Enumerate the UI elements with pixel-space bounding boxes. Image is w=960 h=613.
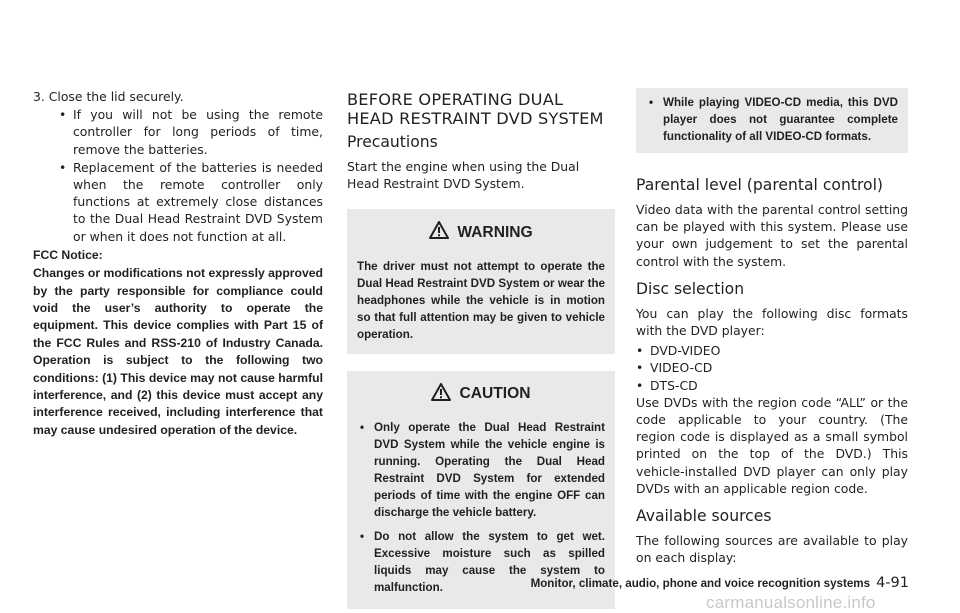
- bullet-text: If you will not be using the remote controller for long periods of time, remove the batteries.: [73, 107, 323, 157]
- bullet-glyph: •: [636, 360, 644, 376]
- warning-text: The driver must not attempt to operate the Dual Head Restraint DVD System or wear the headphones while the vehicle is in motion so that full attention may be given to vehicle operation.: [357, 259, 605, 341]
- format-item: [636, 359, 908, 376]
- sources-heading: Available sources: [636, 507, 772, 526]
- format-label: DTS-CD: [650, 377, 698, 393]
- bullet-glyph: •: [636, 377, 644, 393]
- caution-label: CAUTION: [459, 385, 531, 403]
- section-title: BEFORE OPERATING DUAL HEAD RESTRAINT DVD SYSTEM: [347, 90, 604, 128]
- warning-header: [357, 221, 605, 243]
- precautions-heading: Precautions: [347, 133, 438, 151]
- step-3: 3. Close the lid securely.: [33, 89, 184, 104]
- warning-icon: [429, 221, 449, 243]
- bullet-glyph: •: [636, 343, 644, 359]
- caution-item: [357, 419, 605, 521]
- parental-heading: Parental level (parental control): [636, 176, 883, 194]
- format-label: VIDEO-CD: [650, 360, 713, 376]
- right-column: [636, 88, 908, 566]
- format-item: [636, 342, 908, 359]
- bullet-text: Replacement of the batteries is needed when the remote controller only functions at extremely close distances to the Dual Head Restraint DVD System or when it does not function at all.: [73, 159, 323, 244]
- bullet-glyph: •: [360, 529, 365, 543]
- warning-box: [347, 209, 615, 353]
- sources-text: The following sources are available to play on each display:: [636, 533, 908, 566]
- caution-text: While playing VIDEO-CD media, this DVD player does not guarantee complete functionality of all VIDEO-CD formats.: [663, 96, 898, 143]
- bullet-glyph: •: [59, 159, 67, 175]
- caution-icon: [431, 383, 451, 405]
- bullet-glyph: •: [360, 420, 365, 434]
- page-number: 4-91: [876, 575, 909, 591]
- format-label: DVD-VIDEO: [650, 343, 721, 359]
- bullet-item: [33, 106, 323, 158]
- precautions-text: Start the engine when using the Dual Head Restraint DVD System.: [347, 159, 580, 192]
- disc-heading: Disc selection: [636, 279, 745, 298]
- footer-section-title: Monitor, climate, audio, phone and voice recognition systems: [530, 577, 871, 590]
- caution-text: Do not allow the system to get wet. Excessive moisture such as spilled liquids may cause the system to malfunction.: [374, 529, 605, 594]
- caution-item: [646, 94, 898, 145]
- warning-label: WARNING: [457, 223, 533, 241]
- bullet-item: [33, 159, 323, 245]
- disc-intro: You can play the following disc formats with the DVD player:: [636, 305, 908, 339]
- caution-text: Only operate the Dual Head Restraint DVD System while the vehicle engine is running. Operating the Dual Head Restraint DVD System for extended periods of time with the engine OFF can discharge the vehicle battery.: [374, 420, 605, 519]
- bullet-glyph: •: [59, 107, 67, 123]
- region-text: Use DVDs with the region code “ALL” or the code applicable to your country. (The region code is displayed as a small symbol printed on the top of the DVD.) This vehicle-installed DVD player can only play DVDs with an applicable region code.: [636, 394, 908, 496]
- caution-header: [357, 383, 605, 405]
- parental-text: Video data with the parental control setting can be played with this system. Please use your own judgement to set the parental control with the system.: [636, 202, 908, 269]
- format-item: [636, 377, 908, 394]
- fcc-title: FCC Notice:: [33, 247, 103, 262]
- left-column: [33, 88, 323, 439]
- page-footer: [504, 572, 909, 591]
- caution-box-continued: [636, 88, 908, 153]
- bullet-glyph: •: [649, 96, 654, 109]
- fcc-body: Changes or modifications not expressly approved by the party responsible for compliance could void the user’s authority to operate the equipment. This device complies with Part 15 of the FCC Rules and RSS-210 of Industry Canada. Operation is subject to the following two conditions: (1) This device may not cause harmful interference, and (2) this device must accept any interference received, including interference that may cause undesired operation of the device.: [33, 266, 323, 437]
- watermark: carmanualsonline.info: [706, 593, 876, 612]
- middle-column: [347, 88, 615, 609]
